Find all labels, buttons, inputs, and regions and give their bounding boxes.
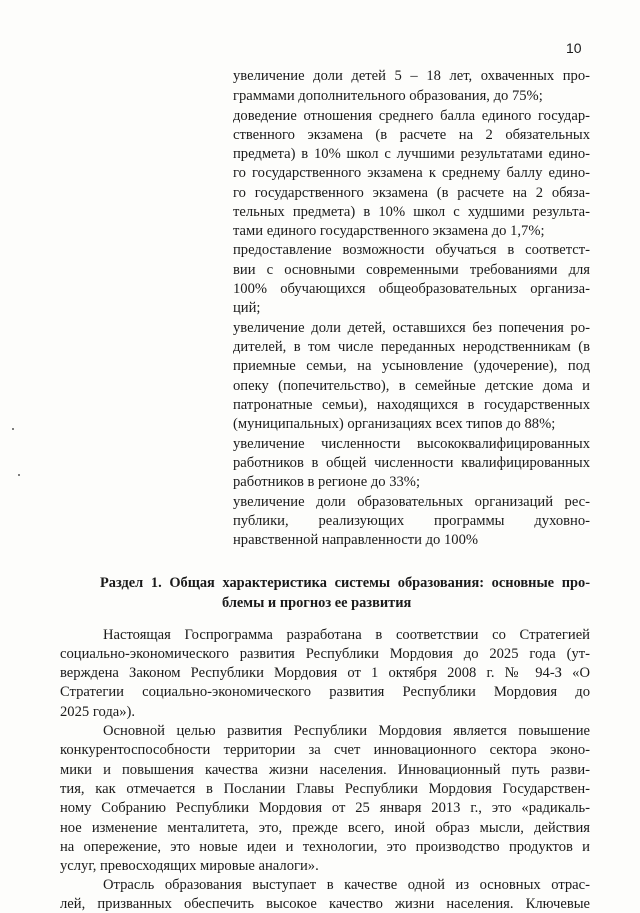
indicator-line: вии с основными современными требованиями для [233,262,590,278]
body-line: верждена Законом Республики Мордовия от 1 октября 2008 г. № 94-З «О [60,665,590,681]
scan-speck [12,428,14,430]
indicator-line: предмета) в 10% школ с лучшими результатами едино- [233,146,590,162]
indicator-line: работников в общей численности квалифицированных [233,455,590,471]
indicator-line: публики, реализующих программы духовно- [233,513,590,529]
indicator-line: го государственного экзамена к среднему баллу едино- [233,165,590,181]
indicator-line: дителей, в том числе переданных неродственникам (в [233,339,590,355]
indicator-line: тами единого государственного экзамена до 1,7%; [233,223,545,239]
indicator-line: патронатные семьи), находящихся в государственных [233,397,590,413]
indicator-line: ственного экзамена (в расчете на 2 обязательных [233,127,590,143]
body-line: тия, как отмечается в Послании Главы Республики Мордовия Государствен- [60,781,590,797]
indicator-line: работников в регионе до 33%; [233,474,421,490]
scan-speck [18,474,20,476]
indicator-line: граммами дополнительного образования, до 75%; [233,88,543,104]
body-line: социально-экономического развития Республики Мордовия до 2025 года (ут- [60,646,590,662]
indicator-line: 100% обучающихся общеобразовательных организа- [233,281,590,297]
body-line: конкурентоспособности территории за счет инновационного сектора эконо- [60,742,590,758]
indicator-line: приемные семьи, на усыновление (удочерение), под [233,358,590,374]
indicator-line: увеличение доли детей 5 – 18 лет, охваченных про- [233,68,590,84]
body-line: мики и повышения качества жизни населения. Инновационный путь разви- [60,762,590,778]
indicator-line: увеличение доли образовательных организаций рес- [233,494,590,510]
body-line: ное изменение менталитета, это, прежде всего, иной образ мысли, действия [60,820,590,836]
body-line: Стратегии социально-экономического развития Республики Мордовия до [60,684,590,700]
page-number: 10 [566,40,582,56]
indicator-line: увеличение численности высококвалифицированных [233,436,590,452]
indicator-line: (муниципальных) организациях всех типов до 88%; [233,416,556,432]
section-heading-line: Раздел 1. Общая характеристика системы образования: основные про- [100,575,590,591]
body-line: услуг, превосходящих мировые аналоги». [60,858,319,874]
indicator-line: предоставление возможности обучаться в соответст- [233,242,590,258]
section-heading-line: блемы и прогноз ее развития [222,595,412,611]
body-line: ному Собранию Республики Мордовия от 25 января 2013 г., это «радикаль- [60,800,590,816]
indicator-line: тельных предмета) в 10% школ с худшими результа- [233,204,590,220]
indicator-line: доведение отношения среднего балла единого государ- [233,108,590,124]
body-line: Основной целью развития Республики Мордовия является повышение [103,723,590,739]
body-line: лей, призванных обеспечить высокое качество жизни населения. Ключевые [60,896,590,912]
indicator-line: увеличение доли детей, оставшихся без попечения ро- [233,320,590,336]
body-line: на опережение, это новые идеи и технологии, это производство продуктов и [60,839,590,855]
body-line: Настоящая Госпрограмма разработана в соответствии со Стратегией [103,627,590,643]
indicator-line: нравственной направленности до 100% [233,532,479,548]
indicator-line: ций; [233,300,261,316]
body-line: 2025 года»). [60,704,136,720]
indicator-line: го государственного экзамена (в расчете на 2 обяза- [233,185,590,201]
indicator-line: опеку (попечительство), в семейные детские дома и [233,378,590,394]
body-line: Отрасль образования выступает в качестве одной из основных отрас- [103,877,590,893]
